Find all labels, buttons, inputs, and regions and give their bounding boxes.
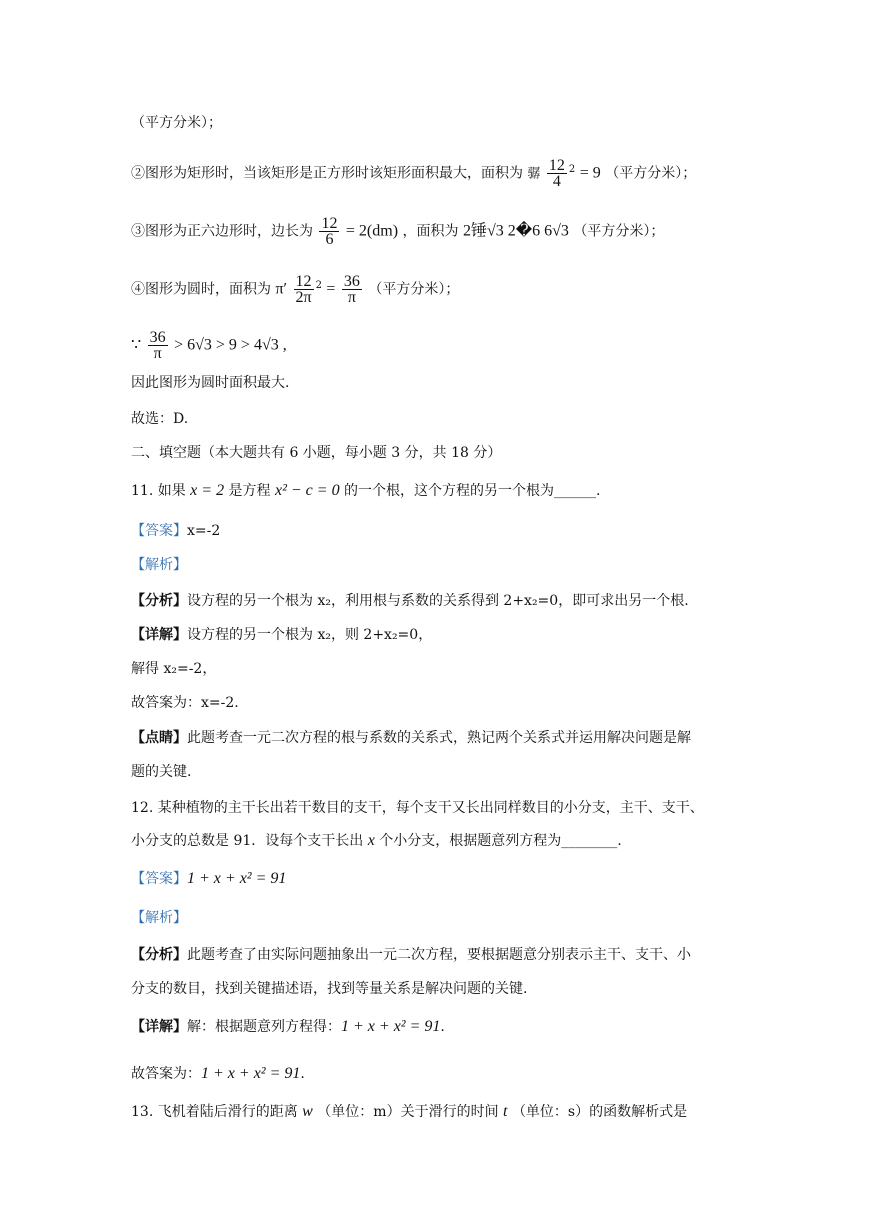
q11-answer xyxy=(131,520,220,542)
text: 设方程的另一个根为 x₂，则 2+x₂=0， xyxy=(187,627,433,643)
text: （平方分米）； xyxy=(573,223,665,240)
line-choice: 故选：D. xyxy=(131,411,189,427)
denominator: 4 xyxy=(552,173,561,190)
q12-analysis-tag: 【解析】 xyxy=(131,910,187,926)
numerator: 36 xyxy=(343,273,360,290)
q12-analysis xyxy=(131,944,691,966)
question-12: 12. 某种植物的主干长出若干数目的支干，每个支干又长出同样数目的小分支，主干、支干、 xyxy=(131,800,704,816)
fraction xyxy=(293,274,313,305)
math: x = 2 xyxy=(190,482,225,499)
math: 1 + x + x² = 91 xyxy=(341,1018,441,1035)
text: （单位：s）的函数解析式是 xyxy=(511,1104,688,1120)
question-12-line2 xyxy=(131,830,622,852)
text: 设方程的另一个根为 x₂，利用根与系数的关系得到 2+x₂=0，即可求出另一个根. xyxy=(187,593,689,609)
math: t xyxy=(503,1103,508,1120)
numerator: 12 xyxy=(295,273,312,290)
q11-analysis xyxy=(131,590,689,612)
answer-tag: 【答案】 xyxy=(131,523,187,539)
garbled-glyph: 骣 xyxy=(527,166,541,182)
fraction xyxy=(547,158,567,189)
because-symbol: ∵ xyxy=(131,336,142,354)
q11-solve: 解得 x₂=-2， xyxy=(131,661,217,677)
q12-detail: 【详解】解：根据题意列方程得：1 + x + x² = 91. xyxy=(131,1018,445,1035)
line-unit: （平方分米）； xyxy=(131,115,222,131)
denominator: 2π xyxy=(295,289,312,306)
text: （单位：m）关于滑行的时间 xyxy=(317,1104,499,1120)
expression: > 6√3 > 9 > 4√3 , xyxy=(174,336,287,354)
text: （平方分米）； xyxy=(605,165,697,182)
math: w xyxy=(302,1103,313,1120)
question-11 xyxy=(131,480,600,502)
numerator: 12 xyxy=(548,157,565,174)
fraction xyxy=(319,216,339,247)
pi-symbol: π′ xyxy=(275,280,288,298)
math: x xyxy=(367,832,375,849)
text: 解：根据题意列方程得： xyxy=(187,1019,341,1035)
tag: 【详解】 xyxy=(131,1019,187,1035)
tag: 【点睛】 xyxy=(131,730,187,746)
text: （平方分米）； xyxy=(368,281,460,298)
q11-comment xyxy=(131,727,691,749)
text: 此题考查一元二次方程的根与系数的关系式，熟记两个关系式并运用解决问题是解 xyxy=(187,730,691,746)
tag: 【详解】 xyxy=(131,627,187,643)
line-rectangle xyxy=(131,158,696,189)
denominator: π xyxy=(153,345,162,362)
exponent: 2 xyxy=(568,163,576,175)
line-circle xyxy=(131,274,459,305)
expression: 2锤√3 2�6 6√3 xyxy=(462,222,569,240)
text: 13. 飞机着陆后滑行的距离 xyxy=(131,1104,298,1120)
text: 11. 如果 xyxy=(131,483,186,499)
tag: 【分析】 xyxy=(131,947,187,963)
text: 个小分支，根据题意列方程为________. xyxy=(379,833,622,849)
math: x² − c = 0 xyxy=(274,482,340,499)
text: 的一个根，这个方程的另一个根为______. xyxy=(344,483,601,499)
math: 1 + x + x² = 91 xyxy=(201,1065,301,1082)
answer: x=-2 xyxy=(187,523,221,539)
text: 小分支的总数是 91．设每个支干长出 xyxy=(131,833,364,849)
text: 故答案为： xyxy=(131,1066,201,1082)
numerator: 36 xyxy=(149,329,166,346)
equation: = 9 xyxy=(579,164,601,182)
q12-analysis-2: 分支的数目，找到关键描述语，找到等量关系是解决问题的关键. xyxy=(131,981,528,997)
denominator: 6 xyxy=(325,231,334,248)
exponent: 2 xyxy=(315,279,322,291)
text: ，面积为 xyxy=(402,223,459,240)
line-conclusion: 因此图形为圆时面积最大. xyxy=(131,375,290,391)
q12-final: 故答案为：1 + x + x² = 91. xyxy=(131,1065,305,1082)
text: ④图形为圆时，面积为 xyxy=(131,281,271,298)
equation: = 2(dm) xyxy=(345,222,399,240)
answer-tag: 【答案】 xyxy=(131,871,187,887)
line-compare xyxy=(131,330,287,361)
q11-comment-2: 题的关键. xyxy=(131,764,192,780)
text: 是方程 xyxy=(228,483,271,499)
fraction xyxy=(148,330,168,361)
text: 此题考查了由实际问题抽象出一元二次方程，要根据题意分别表示主干、支干、小 xyxy=(187,947,691,963)
q11-final: 故答案为：x=-2. xyxy=(131,695,239,711)
line-hexagon xyxy=(131,216,664,247)
fraction xyxy=(342,274,362,305)
text: ③图形为正六边形时，边长为 xyxy=(131,223,313,240)
denominator: π xyxy=(347,289,356,306)
numerator: 12 xyxy=(321,215,338,232)
answer: 1 + x + x² = 91 xyxy=(187,870,287,887)
q11-analysis-tag: 【解析】 xyxy=(131,557,187,573)
equals: = xyxy=(326,280,336,298)
q11-detail xyxy=(131,624,432,646)
section-heading: 二、填空题（本大题共有 6 小题，每小题 3 分，共 18 分） xyxy=(131,445,502,461)
q12-answer xyxy=(131,868,286,890)
question-13 xyxy=(131,1101,687,1123)
tag: 【分析】 xyxy=(131,593,187,609)
text: ②图形为矩形时，当该矩形是正方形时该矩形面积最大，面积为 xyxy=(131,165,523,182)
